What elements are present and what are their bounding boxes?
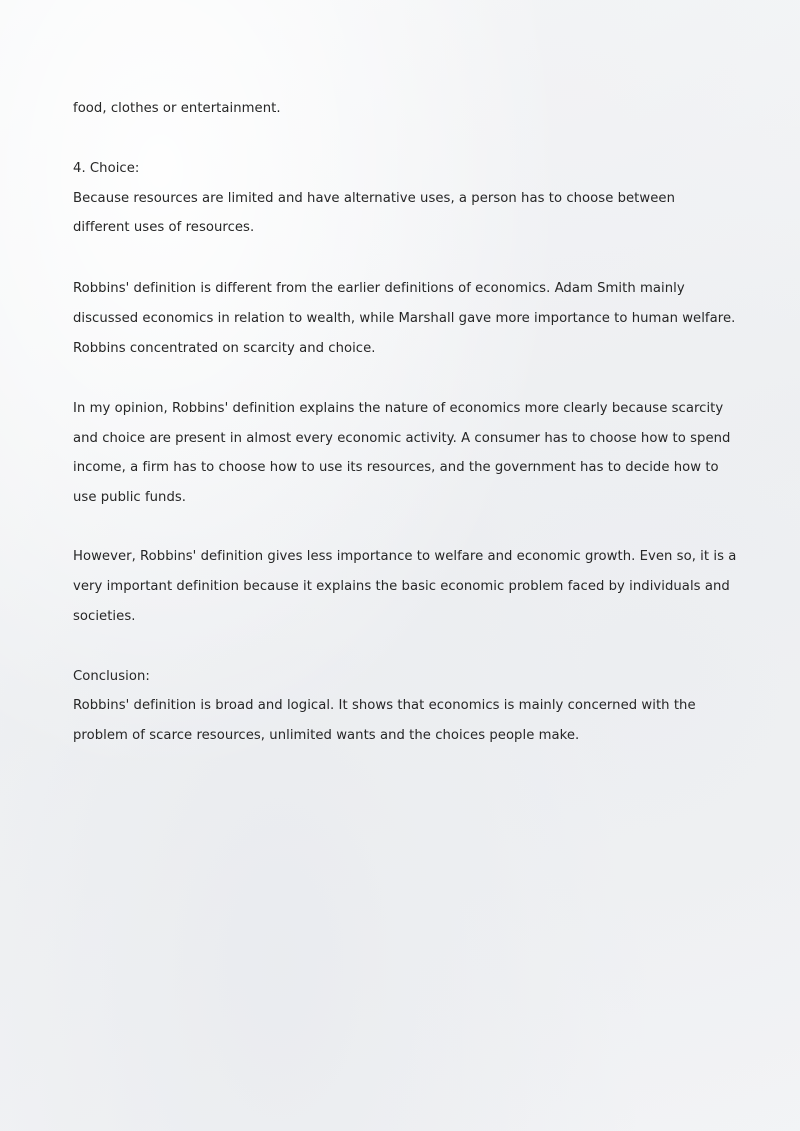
text-line: different uses of resources. (73, 220, 255, 235)
text-line: Robbins' definition is different from the earlier definitions of economics. Adam Smith mainly (73, 281, 685, 296)
text-line: In my opinion, Robbins' definition explains the nature of economics more clearly because scarcity (73, 401, 724, 416)
text-line: Robbins concentrated on scarcity and choice. (73, 341, 376, 356)
text-line: very important definition because it explains the basic economic problem faced by individuals and (73, 579, 730, 594)
text-line: Because resources are limited and have alternative uses, a person has to choose between (73, 191, 675, 206)
text-line: food, clothes or entertainment. (73, 101, 281, 116)
text-line: and choice are present in almost every economic activity. A consumer has to choose how to spend (73, 431, 731, 446)
text-line: However, Robbins' definition gives less importance to welfare and economic growth. Even so, it is a (73, 549, 737, 564)
text-line: problem of scarce resources, unlimited wants and the choices people make. (73, 728, 580, 743)
text-line: income, a firm has to choose how to use its resources, and the government has to decide how to (73, 460, 719, 475)
text-line: discussed economics in relation to wealth, while Marshall gave more importance to human welfare. (73, 311, 736, 326)
text-line: use public funds. (73, 490, 187, 505)
section-heading-choice: 4. Choice: (73, 161, 140, 176)
section-heading-conclusion: Conclusion: (73, 669, 150, 684)
text-line: Robbins' definition is broad and logical. It shows that economics is mainly concerned with the (73, 698, 696, 713)
text-line: societies. (73, 609, 136, 624)
